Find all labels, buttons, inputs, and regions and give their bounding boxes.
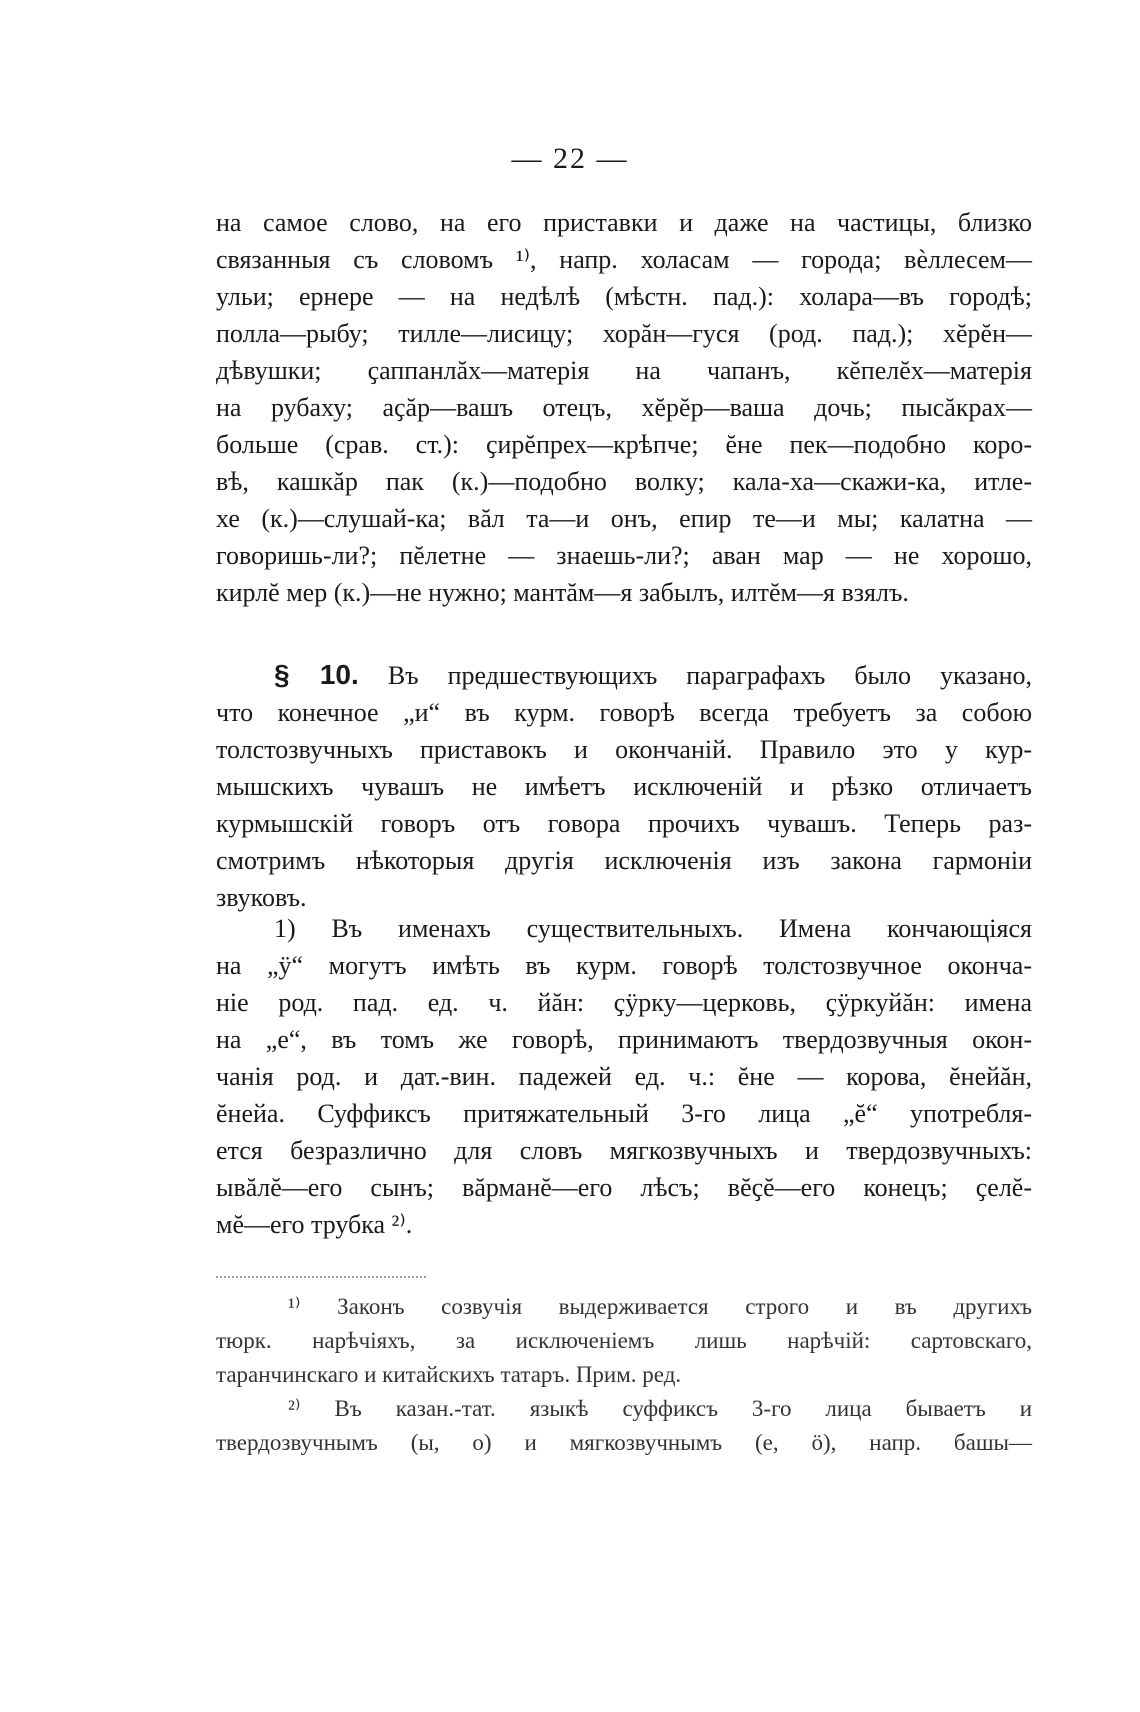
text-line: что конечное „и“ въ курм. говорѣ всегда требуетъ за собою: [216, 698, 1032, 727]
text-line: ĕнейа. Суффиксъ притяжательный 3-го лица „ĕ“ употребля-: [216, 1099, 1032, 1128]
footnotes: [216, 1290, 1032, 1460]
text-line: вѣ, кашкăр пак (к.)—подобно волку; кала-ха—скажи-ка, итле-: [216, 467, 1032, 496]
section-mark: § 10.: [274, 659, 359, 690]
text-line: курмышскій говоръ отъ говора прочихъ чувашъ. Теперь раз-: [216, 809, 1032, 838]
text-line: полла—рыбу; тилле—лисицу; хорăн—гуся (род. пад.); хĕрĕн—: [216, 319, 1032, 348]
text-line: ніе род. пад. ед. ч. йăн: ҫÿрку—церковь, ҫÿркуйăн: имена: [216, 988, 1032, 1017]
text-line: ульи; ернере — на недѣлѣ (мѣстн. пад.): холара—въ городѣ;: [216, 282, 1032, 311]
text-line: на „ÿ“ могутъ имѣть въ курм. говорѣ толстозвучное оконча-: [216, 951, 1032, 980]
text-line: ывăлĕ—его сынъ; вăрманĕ—его лѣсъ; вĕҫĕ—его конецъ; ҫелĕ-: [216, 1173, 1032, 1202]
text-line: на самое слово, на его приставки и даже на частицы, близко: [216, 208, 1032, 237]
paragraph-3: [216, 910, 1032, 1243]
text-line: звуковъ.: [216, 883, 307, 912]
footnote-line: тюрк. нарѣчіяхъ, за исключеніемъ лишь нарѣчій: сартовскаго,: [216, 1328, 1032, 1353]
text-line: связанныя съ словомъ ¹⁾, напр. холасам — города; вѐллесем—: [216, 245, 1032, 274]
section-first-line: [216, 656, 1032, 694]
footnote-line: твердозвучнымъ (ы, о) и мягкозвучнымъ (е, ö), напр. башы—: [216, 1430, 1032, 1455]
footnote-line: ²⁾ Въ казан.-тат. языкѣ суффиксъ 3-го лица бываетъ и: [288, 1396, 1032, 1421]
text-line: хе (к.)—слушай-ка; вăл та—и онъ, епир те—и мы; калатна —: [216, 504, 1032, 533]
text-line: дѣвушки; ҫаппанлăх—матерія на чапанъ, кĕпелĕх—матерія: [216, 356, 1032, 385]
text-line: смотримъ нѣкоторыя другія исключенія изъ закона гармоніи: [216, 846, 1032, 875]
paragraph-2: [216, 656, 1032, 916]
footnote-divider: [216, 1276, 426, 1278]
text-line: кирлĕ мер (к.)—не нужно; мантăм—я забылъ, илтĕм—я взялъ.: [216, 578, 909, 607]
text-line: на „е“, въ томъ же говорѣ, принимаютъ твердозвучныя окон-: [216, 1025, 1032, 1054]
text-line: чанія род. и дат.-вин. падежей ед. ч.: ĕне — корова, ĕнейăн,: [216, 1062, 1032, 1091]
text-line: больше (срав. ст.): ҫирĕпрех—крѣпче; ĕне пек—подобно коро-: [216, 430, 1032, 459]
text-line: Въ предшествующихъ параграфахъ было указано,: [387, 661, 1033, 690]
text-line: ется безразлично для словъ мягкозвучныхъ и твердозвучныхъ:: [216, 1136, 1032, 1165]
footnote-line: таранчинскаго и китайскихъ татаръ. Прим. ред.: [216, 1362, 682, 1387]
text-line: мышскихъ чувашъ не имѣетъ исключеній и рѣзко отличаетъ: [216, 772, 1032, 801]
text-line: 1) Въ именахъ существительныхъ. Имена кончающіяся: [274, 914, 1032, 943]
footnote-line: ¹⁾ Законъ созвучія выдерживается строго и въ другихъ: [288, 1294, 1032, 1319]
paragraph-1: [216, 204, 1032, 611]
text-line: на рубаху; аҫăр—вашъ отецъ, хĕрĕр—ваша дочь; пысăкрах—: [216, 393, 1032, 422]
text-line: мĕ—его трубка ²⁾.: [216, 1210, 413, 1239]
text-line: говоришь-ли?; пĕлетне — знаешь-ли?; аван мар — не хорошо,: [216, 541, 1032, 570]
text-line: толстозвучныхъ приставокъ и окончаній. Правило это у кур-: [216, 735, 1032, 764]
page-number: — 22 —: [511, 142, 629, 175]
